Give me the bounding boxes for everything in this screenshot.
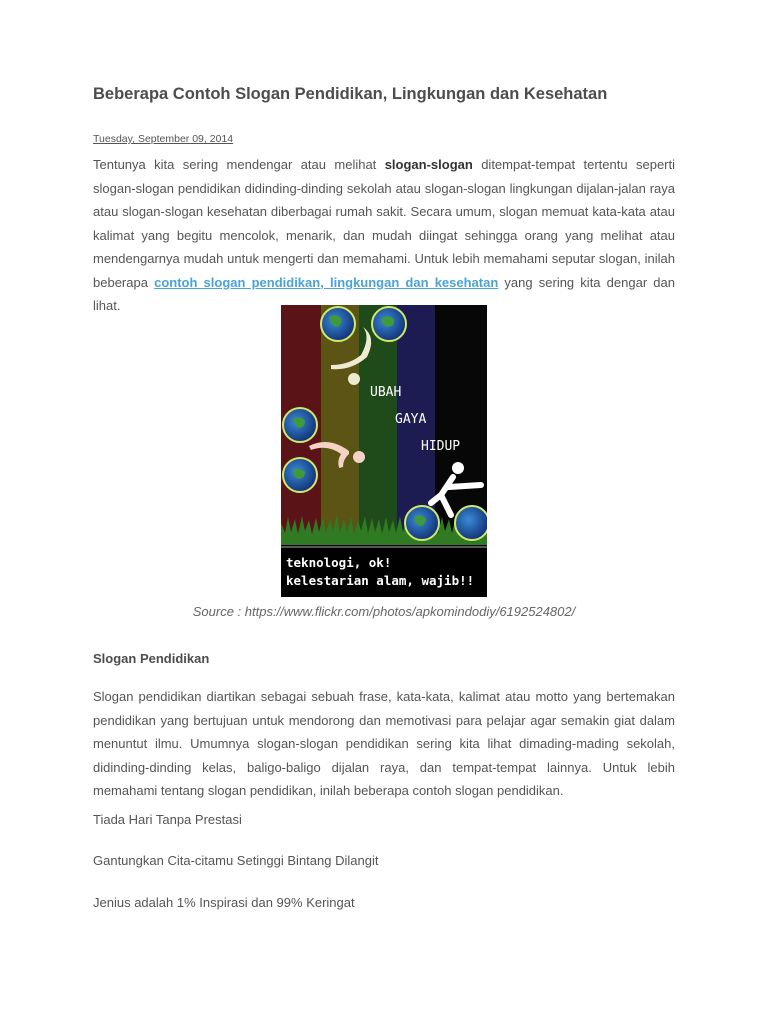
- intro-paragraph: [93, 153, 675, 318]
- image-source-caption: Source : https://www.flickr.com/photos/apkomindodiy/6192524802/: [192, 604, 576, 619]
- intro-bold-term: slogan-slogan: [384, 157, 473, 172]
- intro-text-2: ditempat-tempat tertentu seperti slogan-slogan pendidikan didinding-dinding sekolah atau slogan-slogan lingkungan dijalan-jalan raya atau slogan-slogan kesehatan diberbagai rumah sakit. Secara umum, slogan memuat kata-kata atau kalimat yang begitu mencolok, menarik, dan mudah diingat sehingga orang yang melihat atau mendengarnya mudah untuk mengerti dan memahami. Untuk lebih memahami seputar slogan, inilah beberapa: [93, 157, 676, 290]
- headline-word: GAYA: [395, 412, 427, 427]
- poster-caption-line: kelestarian alam, wajib!!: [286, 573, 475, 588]
- post-date[interactable]: Tuesday, September 09, 2014: [93, 133, 234, 145]
- section-paragraph: Slogan pendidikan diartikan sebagai sebuah frase, kata-kata, kalimat atau motto yang bertemakan pendidikan yang bertujuan untuk mendorong dan memotivasi para pelajar agar semakin giat dalam menuntut ilmu. Umumnya slogan-slogan pendidikan sering kita lihat dimading-mading sekolah, didinding-dinding kelas, baligo-baligo dijalan raya, dan tempat-tempat lainnya. Untuk lebih memahami tentang slogan pendidikan, inilah beberapa contoh slogan pendidikan.: [93, 689, 675, 798]
- slogan-item: Tiada Hari Tanpa Prestasi: [93, 812, 242, 827]
- slogan-item: Jenius adalah 1% Inspirasi dan 99% Keringat: [93, 895, 355, 910]
- headline-word: HIDUP: [421, 439, 461, 454]
- section-heading: Slogan Pendidikan: [93, 651, 210, 666]
- intro-text-1: Tentunya kita sering mendengar atau melihat: [93, 157, 385, 172]
- slogan-poster-image: [281, 305, 487, 597]
- poster-caption-band: [281, 545, 487, 597]
- article-title: Beberapa Contoh Slogan Pendidikan, Lingkungan dan Kesehatan: [93, 85, 608, 103]
- slogan-examples-link[interactable]: contoh slogan pendidikan, lingkungan dan kesehatan: [154, 274, 499, 290]
- intro-text-3: yang sering kita dengar dan lihat.: [93, 274, 675, 313]
- slogan-item: Gantungkan Cita-citamu Setinggi Bintang Dilangit: [93, 853, 379, 868]
- poster-caption-line: teknologi, ok!: [286, 555, 392, 570]
- headline-word: UBAH: [370, 385, 402, 400]
